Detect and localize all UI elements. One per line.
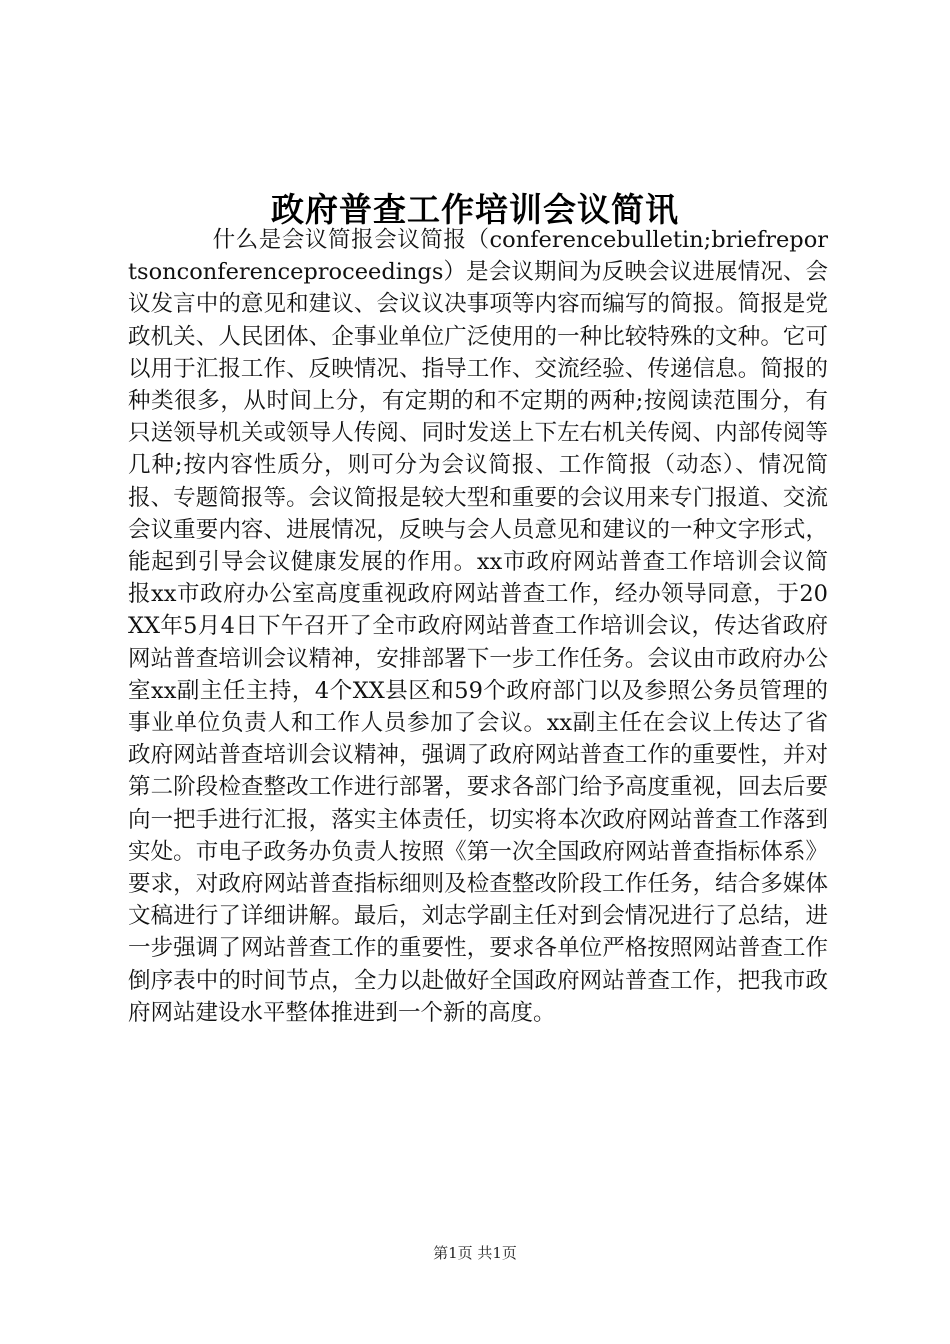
body-paragraph: 什么是会议简报会议简报（conferencebulletin;briefreportsonconferenceproceedings）是会议期间为反映会议进展情况、会议发言中的意见和建议、会议议决事项等内容而编写的简报。简报是党政机关、人民团体、企事业单位广泛使用的一种比较特殊的文种。它可以用于汇报工作、反映情况、指导工作、交流经验、传递信息。简报的种类很多，从时间上分，有定期的和不定期的两种;按阅读范围分，有只送领导机关或领导人传阅、同时发送上下左右机关传阅、内部传阅等几种;按内容性质分，则可分为会议简报、工作简报（动态）、情况简报、专题简报等。会议简报是较大型和重要的会议用来专门报道、交流会议重要内容、进展情况，反映与会人员意见和建议的一种文字形式，能起到引导会议健康发展的作用。xx市政府网站普查工作培训会议简报xx市政府办公室高度重视政府网站普查工作，经办领导同意，于20XX年5月4日下午召开了全市政府网站普查工作培训会议，传达省政府网站普查培训会议精神，安排部署下一步工作任务。会议由市政府办公室xx副主任主持，4个XX县区和59个政府部门以及参照公务员管理的事业单位负责人和工作人员参加了会议。xx副主任在会议上传达了省政府网站普查培训会议精神，强调了政府网站普查工作的重要性，并对第二阶段检查整改工作进行部署，要求各部门给予高度重视，回去后要向一把手进行汇报，落实主体责任，切实将本次政府网站普查工作落到实处。市电子政务办负责人按照《第一次全国政府网站普查指标体系》要求，对政府网站普查指标细则及检查整改阶段工作任务，结合多媒体文稿进行了详细讲解。最后，刘志学副主任对到会情况进行了总结，进一步强调了网站普查工作的重要性，要求各单位严格按照网站普查工作倒序表中的时间节点，全力以赴做好全国政府网站普查工作，把我市政府网站建设水平整体推进到一个新的高度。 (128, 227, 828, 1026)
document-body (128, 224, 828, 1029)
document-title: 政府普查工作培训会议简讯 (271, 190, 679, 229)
page-footer: 第1页 共1页 (433, 1244, 517, 1262)
